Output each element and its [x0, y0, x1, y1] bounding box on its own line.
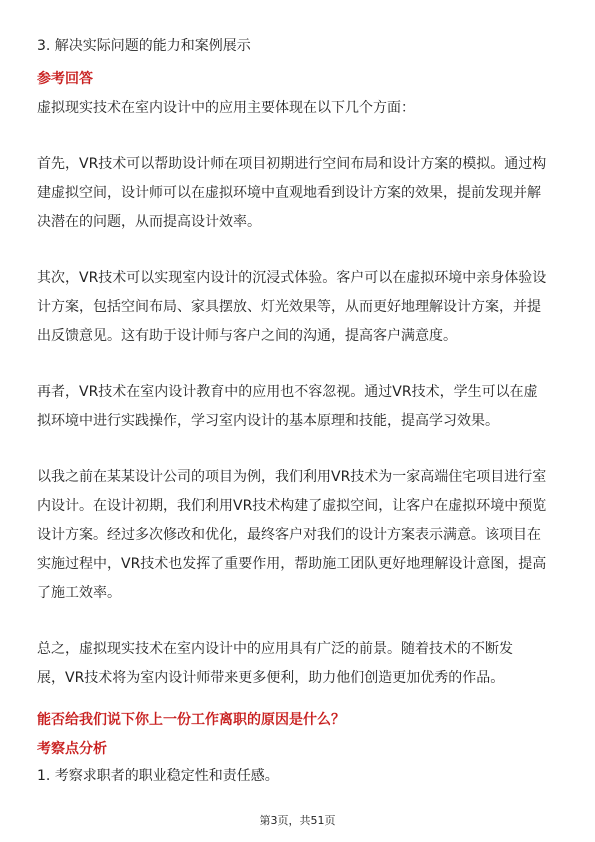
paragraph-line: 决潜在的问题，从而提高设计效率。: [37, 214, 261, 230]
paragraph-line: 实施过程中，VR技术也发挥了重要作用，帮助施工团队更好地理解设计意图，提高: [37, 556, 547, 572]
paragraph-line: 以我之前在某某设计公司的项目为例，我们利用VR技术为一家高端住宅项目进行室: [37, 469, 547, 485]
paragraph-line: 首先，VR技术可以帮助设计师在项目初期进行空间布局和设计方案的模拟。通过构: [37, 156, 547, 172]
paragraph-line: 设计方案。经过多次修改和优化，最终客户对我们的设计方案表示满意。该项目在: [37, 527, 541, 543]
answer-label: 参考回答: [37, 71, 93, 87]
paragraph-line: 内设计。在设计初期，我们利用VR技术构建了虚拟空间，让客户在虚拟环境中预览: [37, 498, 547, 514]
page-footer: 第3页，共51页: [259, 814, 336, 827]
paragraph-line: 展，VR技术将为室内设计师带来更多便利，助力他们创造更加优秀的作品。: [37, 670, 505, 686]
intro-text: 虚拟现实技术在室内设计中的应用主要体现在以下几个方面：: [37, 100, 415, 116]
paragraph-line: 拟环境中进行实践操作，学习室内设计的基本原理和技能，提高学习效果。: [37, 413, 499, 429]
paragraph-line: 了施工效率。: [37, 585, 121, 601]
analysis-label: 考察点分析: [37, 741, 107, 757]
paragraph-line: 再者，VR技术在室内设计教育中的应用也不容忽视。通过VR技术，学生可以在虚: [37, 384, 538, 400]
paragraph-line: 出反馈意见。这有助于设计师与客户之间的沟通，提高客户满意度。: [37, 328, 457, 344]
analysis-item: 1. 考察求职者的职业稳定性和责任感。: [37, 768, 279, 784]
question-heading: 能否给我们说下你上一份工作离职的原因是什么？: [37, 712, 345, 728]
paragraph-line: 其次，VR技术可以实现室内设计的沉浸式体验。客户可以在虚拟环境中亲身体验设: [37, 270, 547, 286]
section-heading: 3. 解决实际问题的能力和案例展示: [37, 38, 251, 54]
paragraph-line: 计方案，包括空间布局、家具摆放、灯光效果等，从而更好地理解设计方案，并提: [37, 299, 541, 315]
paragraph-line: 建虚拟空间，设计师可以在虚拟环境中直观地看到设计方案的效果，提前发现并解: [37, 185, 541, 201]
paragraph-line: 总之，虚拟现实技术在室内设计中的应用具有广泛的前景。随着技术的不断发: [37, 641, 513, 657]
